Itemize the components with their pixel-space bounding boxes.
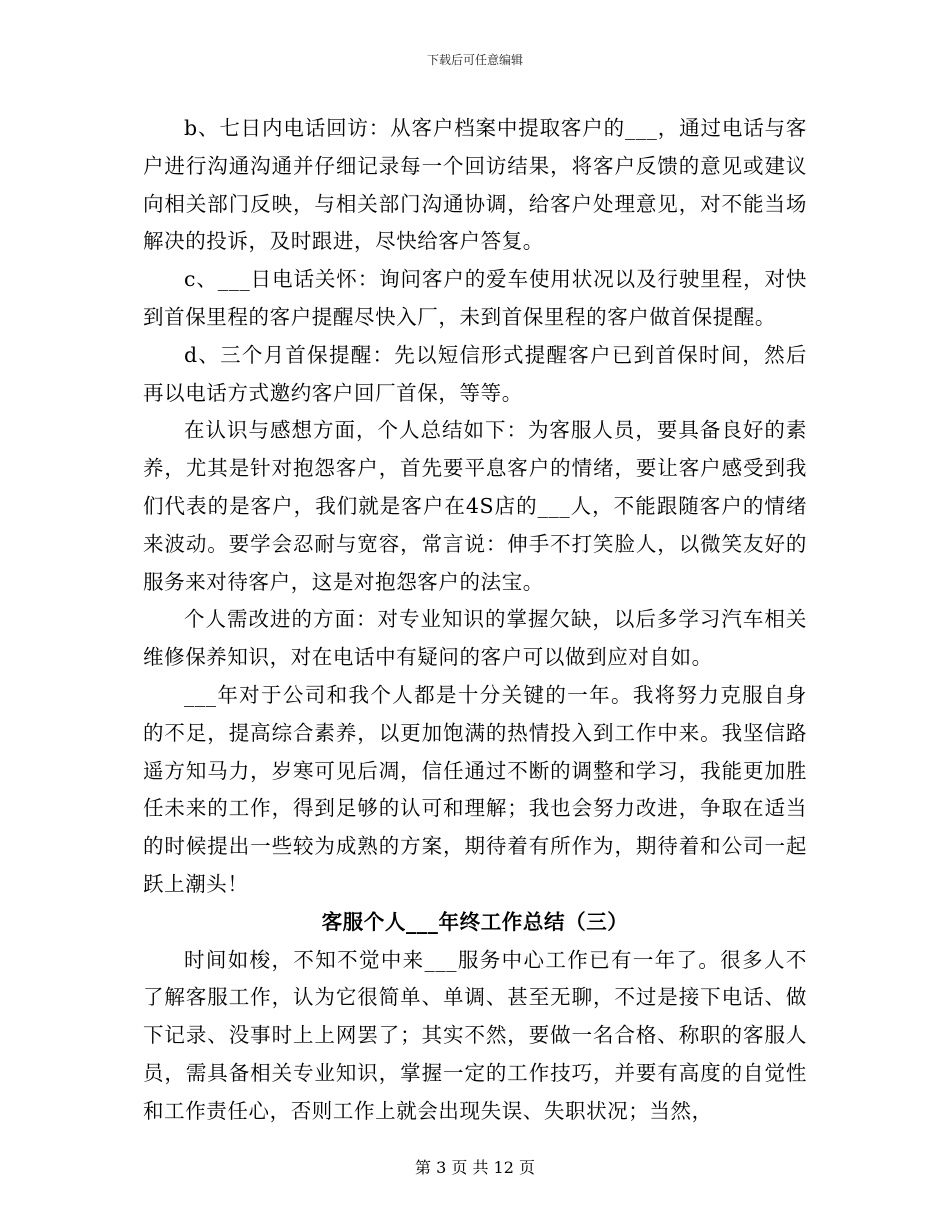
page-number: 第 3 页 共 12 页 [415, 1158, 535, 1177]
paragraph-reflections: 在认识与感想方面，个人总结如下：为客服人员，要具备良好的素养，尤其是针对抱怨客户，首先要平息客户的情绪，要让客户感受到我们代表的是客户，我们就是客户在4S店的___人，不能跟随客户的情绪来波动。要学会忍耐与宽容，常言说：伸手不打笑脸人，以微笑友好的服务来对待客户，这是对抱怨客户的法宝。 [143, 418, 807, 594]
paragraph-improvements: 个人需改进的方面：对专业知识的掌握欠缺，以后多学习汽车相关维修保养知识，对在电话中有疑问的客户可以做到应对自如。 [143, 607, 807, 670]
document-body [143, 110, 807, 1131]
paragraph-outlook: ___年对于公司和我个人都是十分关键的一年。我将努力克服自身的不足，提高综合素养，以更加饱满的热情投入到工作中来。我坚信路遥方知马力，岁寒可见后凋，信任通过不断的调整和学习，我能更加胜任未来的工作，得到足够的认可和理解；我也会努力改进，争取在适当的时候提出一些较为成熟的方案，期待着有所作为，期待着和公司一起跃上潮头！ [143, 682, 807, 896]
paragraph-first-maintenance-reminder: d、三个月首保提醒：先以短信形式提醒客户已到首保时间，然后再以电话方式邀约客户回厂首保，等等。 [143, 342, 807, 405]
paragraph-phone-followup: b、七日内电话回访：从客户档案中提取客户的___，通过电话与客户进行沟通沟通并仔细记录每一个回访结果，将客户反馈的意见或建议向相关部门反映，与相关部门沟通协调，给客户处理意见，对不能当场解决的投诉，及时跟进，尽快给客户答复。 [143, 116, 807, 254]
paragraph-intro: 时间如梭，不知不觉中来___服务中心工作已有一年了。很多人不了解客服工作，认为它很简单、单调、甚至无聊，不过是接下电话、做下记录、没事时上上网罢了；其实不然，要做一名合格、称职的客服人员，需具备相关专业知识，掌握一定的工作技巧，并要有高度的自觉性和工作责任心，否则工作上就会出现失误、失职状况；当然， [143, 947, 807, 1123]
paragraph-phone-care: c、___日电话关怀：询问客户的爱车使用状况以及行驶里程，对快到首保里程的客户提醒尽快入厂，未到首保里程的客户做首保提醒。 [143, 267, 807, 329]
page-header: 下载后可任意编辑 [426, 53, 523, 67]
section-title: 客服个人___年终工作总结（三） [321, 909, 629, 934]
